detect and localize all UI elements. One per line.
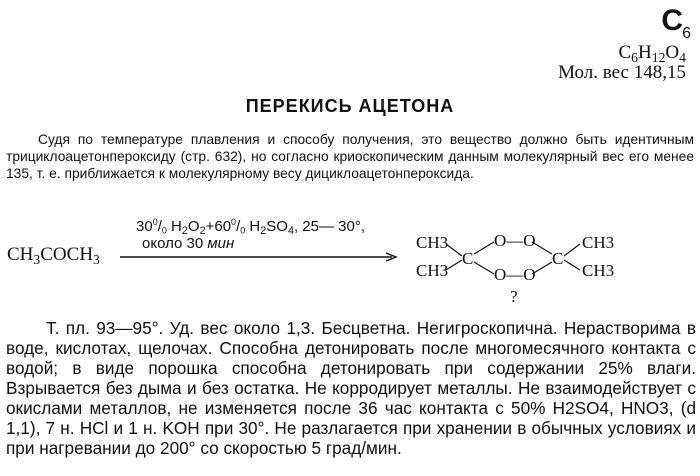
compound-title: ПЕРЕКИСЬ АЦЕТОНА xyxy=(245,96,455,116)
compound-class-code: $C_6$ xyxy=(661,4,690,42)
reaction-arrow xyxy=(120,252,400,262)
oxygen-top: O—O xyxy=(494,231,536,250)
molecular-weight: Мол. вес 148,15 xyxy=(558,62,686,83)
ch3-top-right: CH3 xyxy=(582,233,615,252)
molecular-formula: $C_6H_{12}O_4$ xyxy=(618,42,686,65)
carbon-right: C xyxy=(552,249,564,268)
reaction-conditions-line2: около 30 мин xyxy=(142,235,235,252)
question-mark: ? xyxy=(510,287,518,306)
oxygen-bottom: O—O xyxy=(494,265,536,284)
product-structure xyxy=(414,228,634,308)
reaction-reactant: $CH_3COCH_3$ xyxy=(7,244,100,267)
reaction-conditions-line1: $30^0/_0$ $H_2O_2+60^0/_0$ $H_2SO_4$, 25— 30°, xyxy=(136,217,366,238)
properties-paragraph xyxy=(6,318,696,458)
ch3-bottom-right: CH3 xyxy=(582,261,615,280)
ch3-top-left: CH3 xyxy=(416,233,449,252)
identity-note-text: Судя по температуре плавления и способу получения, это вещество должно быть идентичным трициклоацетонпероксиду (стр. 632), но согласно криоскопическим данным молекулярный вес его менее 135, т. е. приближается к молекулярному весу дициклоацетонпероксида. xyxy=(6,132,694,181)
identity-note xyxy=(6,131,694,182)
ch3-bottom-left: CH3 xyxy=(416,261,449,280)
properties-text: Т. пл. 93—95°. Уд. вес около 1,3. Бесцветна. Негигроскопична. Нерастворима в воде, кислотах, щелочах. Способна детонировать после многомесячного контакта с водой; в виде порошка способна детонировать при содержании 25% влаги. Взрывается без дыма и без остатка. Не корродирует металлы. Не взаимодействует с окислами металлов, не изменяется после 36 час контакта с 50% H2SO4, HNO3, (d 1,1), 7 н. HCl и 1 н. KOH при 30°. Не разлагается при хранении в обычных условиях и при нагревании до 200° со скоростью 5 град/мин. xyxy=(6,318,696,458)
carbon-left: C xyxy=(462,249,474,268)
